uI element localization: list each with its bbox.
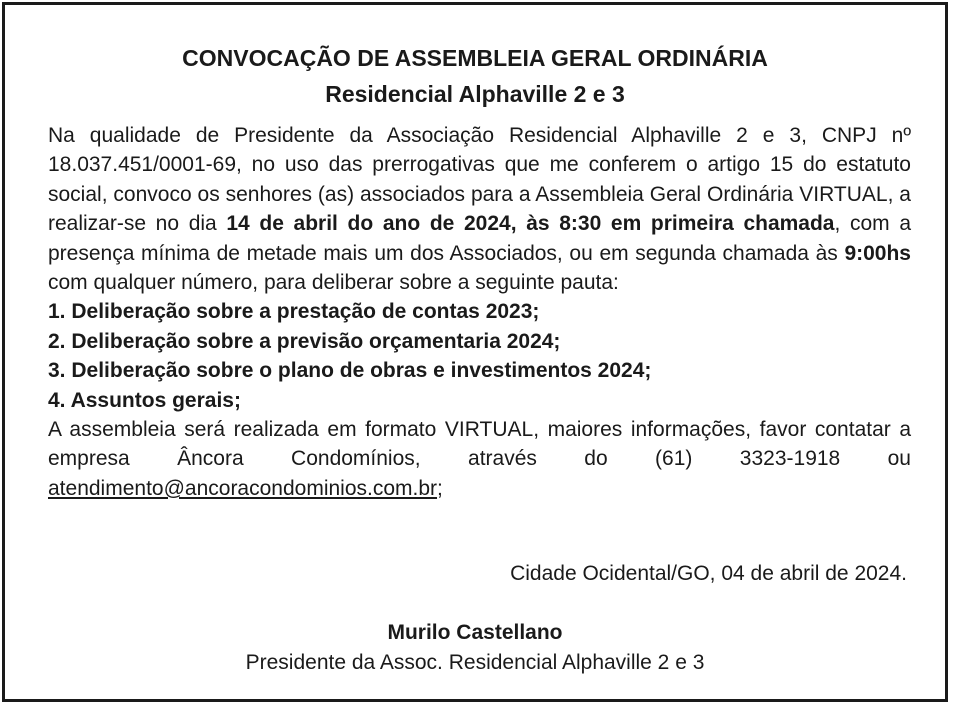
intro-paragraph xyxy=(48,121,911,297)
contact-email-link[interactable]: atendimento@ancoracondominios.com.br xyxy=(48,476,438,500)
closing-text: A assembleia será realizada em formato VIRTUAL, maiores informações, favor contatar a empresa Âncora Condomínios, através do (61) 3323-1918 ou xyxy=(48,418,911,471)
signer-name: Murilo Castellano xyxy=(387,621,563,644)
agenda-item-3: 3. Deliberação sobre o plano de obras e investimentos 2024; xyxy=(48,359,652,383)
notice-body xyxy=(48,121,911,503)
notice-title: CONVOCAÇÃO DE ASSEMBLEIA GERAL ORDINÁRIA xyxy=(182,45,768,71)
intro-text-1: Na qualidade de Presidente da Associação Residencial Alphaville 2 e 3, CNPJ nº 18.037.451/0001-69, no uso das prerrogativas que me conferem o artigo 15 do estatuto social, convoco os senhores (as) associados para a Assembleia Geral Ordinária VIRTUAL, a realizar-se no dia xyxy=(48,124,911,236)
agenda-item-1: 1. Deliberação sobre a prestação de contas 2023; xyxy=(48,300,540,324)
signer-role: Presidente da Assoc. Residencial Alphaville 2 e 3 xyxy=(245,651,705,674)
second-call-time: 9:00hs xyxy=(844,241,911,265)
intro-text-3: com qualquer número, para deliberar sobre a seguinte pauta: xyxy=(48,271,619,295)
closing-paragraph xyxy=(48,415,911,503)
place-date: Cidade Ocidental/GO, 04 de abril de 2024. xyxy=(510,562,907,585)
agenda-item-4: 4. Assuntos gerais; xyxy=(48,388,241,412)
notice-frame xyxy=(2,2,948,702)
agenda-item-2: 2. Deliberação sobre a previsão orçamentaria 2024; xyxy=(48,329,561,353)
closing-end: ; xyxy=(437,476,443,500)
first-call-date: 14 de abril do ano de 2024, às 8:30 em primeira chamada xyxy=(226,212,835,236)
intro-text-2: , com a presença mínima de metade mais um dos Associados, ou em segunda chamada às xyxy=(48,212,911,265)
notice-subtitle: Residencial Alphaville 2 e 3 xyxy=(325,81,625,107)
